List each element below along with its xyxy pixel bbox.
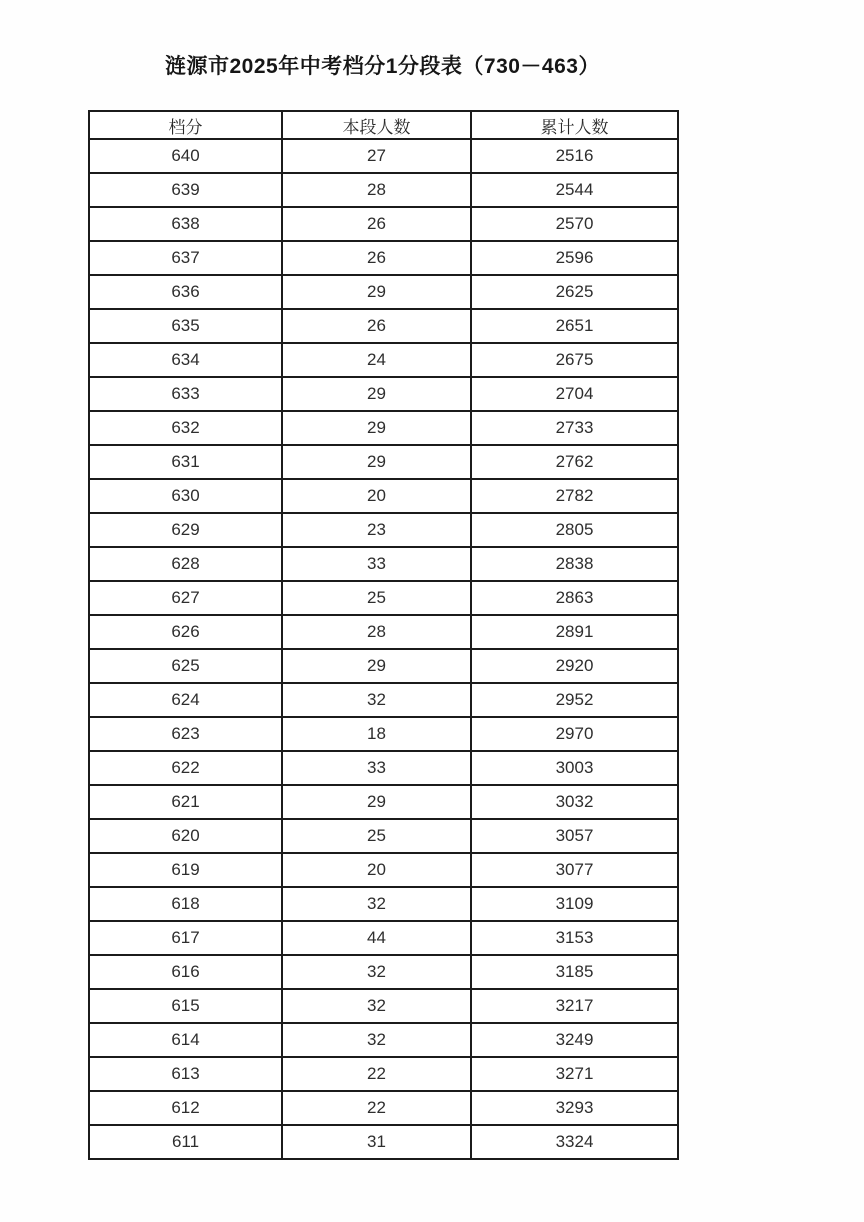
cumulative-count-cell: 3057 — [471, 819, 678, 853]
score-cell: 630 — [89, 479, 282, 513]
cumulative-count-cell: 2596 — [471, 241, 678, 275]
score-cell: 631 — [89, 445, 282, 479]
segment-count-cell: 27 — [282, 139, 471, 173]
cumulative-count-cell: 2516 — [471, 139, 678, 173]
table-row — [89, 887, 678, 921]
segment-count-cell: 24 — [282, 343, 471, 377]
cumulative-count-cell: 2782 — [471, 479, 678, 513]
segment-count-cell: 29 — [282, 411, 471, 445]
cumulative-count-cell: 2651 — [471, 309, 678, 343]
score-cell: 632 — [89, 411, 282, 445]
score-cell: 611 — [89, 1125, 282, 1159]
score-cell: 621 — [89, 785, 282, 819]
segment-count-cell: 22 — [282, 1091, 471, 1125]
table-row — [89, 1091, 678, 1125]
score-cell: 623 — [89, 717, 282, 751]
cumulative-count-cell: 2863 — [471, 581, 678, 615]
table-row — [89, 717, 678, 751]
score-cell: 639 — [89, 173, 282, 207]
score-cell: 616 — [89, 955, 282, 989]
table-row — [89, 683, 678, 717]
cumulative-count-cell: 3003 — [471, 751, 678, 785]
table-row — [89, 751, 678, 785]
segment-count-cell: 25 — [282, 819, 471, 853]
segment-count-cell: 25 — [282, 581, 471, 615]
segment-count-cell: 29 — [282, 275, 471, 309]
table-row — [89, 1057, 678, 1091]
table-row — [89, 513, 678, 547]
segment-count-cell: 33 — [282, 547, 471, 581]
segment-count-cell: 28 — [282, 173, 471, 207]
table-row — [89, 1125, 678, 1159]
table-row — [89, 853, 678, 887]
segment-count-cell: 20 — [282, 479, 471, 513]
table-row — [89, 547, 678, 581]
cumulative-count-cell: 3032 — [471, 785, 678, 819]
score-cell: 620 — [89, 819, 282, 853]
score-cell: 613 — [89, 1057, 282, 1091]
score-cell: 629 — [89, 513, 282, 547]
segment-count-cell: 29 — [282, 785, 471, 819]
segment-count-cell: 18 — [282, 717, 471, 751]
score-cell: 636 — [89, 275, 282, 309]
cumulative-count-cell: 3077 — [471, 853, 678, 887]
cumulative-count-cell: 3271 — [471, 1057, 678, 1091]
segment-count-cell: 20 — [282, 853, 471, 887]
table-row — [89, 377, 678, 411]
segment-count-cell: 31 — [282, 1125, 471, 1159]
score-cell: 614 — [89, 1023, 282, 1057]
segment-count-cell: 32 — [282, 887, 471, 921]
cumulative-count-cell: 3249 — [471, 1023, 678, 1057]
score-distribution-table — [88, 110, 679, 1160]
segment-count-cell: 32 — [282, 955, 471, 989]
segment-count-cell: 33 — [282, 751, 471, 785]
segment-count-cell: 32 — [282, 989, 471, 1023]
score-cell: 626 — [89, 615, 282, 649]
table-row — [89, 343, 678, 377]
cumulative-count-cell: 3153 — [471, 921, 678, 955]
table-row — [89, 479, 678, 513]
segment-count-cell: 28 — [282, 615, 471, 649]
cumulative-count-cell: 3185 — [471, 955, 678, 989]
score-cell: 612 — [89, 1091, 282, 1125]
cumulative-count-cell: 2675 — [471, 343, 678, 377]
table-row — [89, 955, 678, 989]
table-row — [89, 207, 678, 241]
table-row — [89, 1023, 678, 1057]
cumulative-count-cell: 2838 — [471, 547, 678, 581]
cumulative-count-cell: 2952 — [471, 683, 678, 717]
score-cell: 635 — [89, 309, 282, 343]
cumulative-count-cell: 3324 — [471, 1125, 678, 1159]
cumulative-count-cell: 3109 — [471, 887, 678, 921]
cumulative-count-cell: 2570 — [471, 207, 678, 241]
cumulative-count-cell: 2704 — [471, 377, 678, 411]
cumulative-count-cell: 2733 — [471, 411, 678, 445]
col-header-segment-count: 本段人数 — [282, 111, 471, 139]
score-cell: 619 — [89, 853, 282, 887]
table-row — [89, 615, 678, 649]
cumulative-count-cell: 2970 — [471, 717, 678, 751]
segment-count-cell: 32 — [282, 683, 471, 717]
table-row — [89, 445, 678, 479]
page-title: 涟源市2025年中考档分1分段表（730－463） — [165, 55, 600, 78]
score-cell: 637 — [89, 241, 282, 275]
table-row — [89, 309, 678, 343]
table-row — [89, 275, 678, 309]
segment-count-cell: 26 — [282, 241, 471, 275]
score-cell: 638 — [89, 207, 282, 241]
table-row — [89, 819, 678, 853]
score-cell: 615 — [89, 989, 282, 1023]
table-row — [89, 411, 678, 445]
cumulative-count-cell: 2625 — [471, 275, 678, 309]
score-cell: 640 — [89, 139, 282, 173]
table-row — [89, 173, 678, 207]
table-row — [89, 989, 678, 1023]
score-cell: 618 — [89, 887, 282, 921]
table-row — [89, 785, 678, 819]
segment-count-cell: 32 — [282, 1023, 471, 1057]
segment-count-cell: 29 — [282, 649, 471, 683]
segment-count-cell: 22 — [282, 1057, 471, 1091]
segment-count-cell: 29 — [282, 377, 471, 411]
cumulative-count-cell: 2920 — [471, 649, 678, 683]
col-header-score: 档分 — [89, 111, 282, 139]
cumulative-count-cell: 2544 — [471, 173, 678, 207]
segment-count-cell: 23 — [282, 513, 471, 547]
score-cell: 625 — [89, 649, 282, 683]
header-row — [89, 111, 678, 139]
score-cell: 633 — [89, 377, 282, 411]
col-header-cumulative-count: 累计人数 — [471, 111, 678, 139]
table-body — [89, 139, 678, 1159]
score-cell: 628 — [89, 547, 282, 581]
table-row — [89, 581, 678, 615]
table-row — [89, 649, 678, 683]
segment-count-cell: 26 — [282, 309, 471, 343]
table-row — [89, 241, 678, 275]
cumulative-count-cell: 2805 — [471, 513, 678, 547]
cumulative-count-cell: 3293 — [471, 1091, 678, 1125]
table-row — [89, 921, 678, 955]
table-row — [89, 139, 678, 173]
cumulative-count-cell: 3217 — [471, 989, 678, 1023]
score-cell: 634 — [89, 343, 282, 377]
score-cell: 617 — [89, 921, 282, 955]
segment-count-cell: 26 — [282, 207, 471, 241]
segment-count-cell: 29 — [282, 445, 471, 479]
cumulative-count-cell: 2762 — [471, 445, 678, 479]
score-cell: 627 — [89, 581, 282, 615]
score-cell: 622 — [89, 751, 282, 785]
score-cell: 624 — [89, 683, 282, 717]
segment-count-cell: 44 — [282, 921, 471, 955]
cumulative-count-cell: 2891 — [471, 615, 678, 649]
